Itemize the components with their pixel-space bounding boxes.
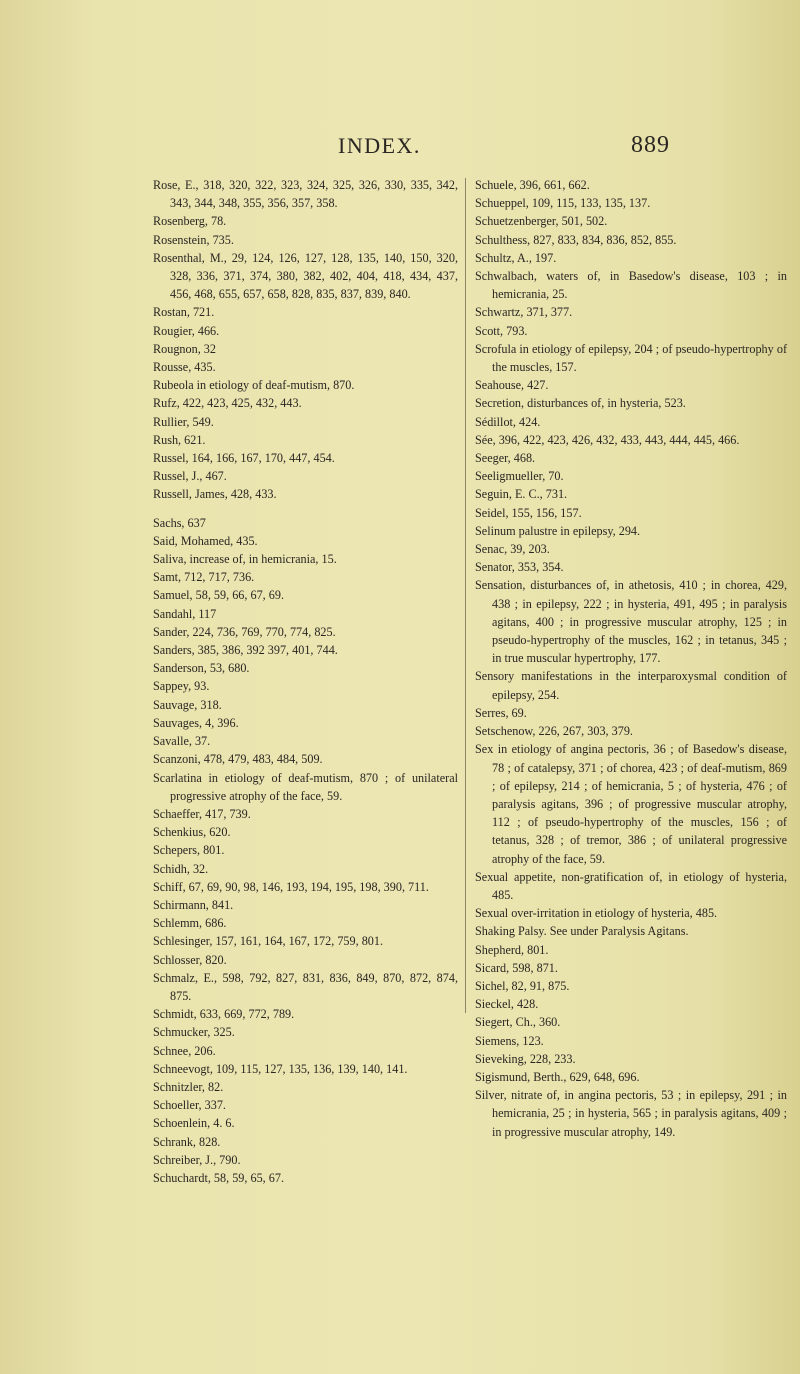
index-entry: Sauvage, 318. [153, 697, 222, 712]
index-entry: Rougier, 466. [153, 323, 220, 338]
index-entry: Schnee, 206. [153, 1043, 216, 1058]
index-column-right [475, 176, 787, 1141]
index-entry: Seguin, E. C., 731. [475, 487, 568, 502]
section-gap [153, 504, 458, 514]
page-number: 889 [631, 132, 670, 158]
index-entry: Schwalbach, waters of, in Basedow's disease, 103 ; in hemicrania, 25. [475, 269, 787, 302]
column-divider [465, 178, 466, 1013]
index-entry: Schmidt, 633, 669, 772, 789. [153, 1007, 295, 1022]
index-entry: Seeligmueller, 70. [475, 469, 564, 484]
index-entry: Schrank, 828. [153, 1134, 221, 1149]
index-entry: Samt, 712, 717, 736. [153, 570, 255, 585]
index-entry: Seeger, 468. [475, 451, 536, 466]
index-entry: Sée, 396, 422, 423, 426, 432, 433, 443, 444, 445, 466. [475, 432, 740, 447]
index-entry: Rufz, 422, 423, 425, 432, 443. [153, 396, 302, 411]
index-entry: Russell, James, 428, 433. [153, 487, 277, 502]
index-entry: Schneevogt, 109, 115, 127, 135, 136, 139, 140, 141. [153, 1061, 408, 1076]
index-entry: Scott, 793. [475, 323, 528, 338]
index-entry: Sanders, 385, 386, 392 397, 401, 744. [153, 643, 338, 658]
index-entry: Schreiber, J., 790. [153, 1152, 241, 1167]
index-entry: Rose, E., 318, 320, 322, 323, 324, 325, 326, 330, 335, 342, 343, 344, 348, 355, 356, 357, 358. [153, 178, 458, 211]
index-entry: Savalle, 37. [153, 734, 211, 749]
index-entry: Russel, 164, 166, 167, 170, 447, 454. [153, 451, 335, 466]
index-entry: Sicard, 598, 871. [475, 960, 558, 975]
index-entry: Schuetzenberger, 501, 502. [475, 214, 608, 229]
index-entry: Schirmann, 841. [153, 897, 234, 912]
index-entry: Sanderson, 53, 680. [153, 661, 250, 676]
index-entry: Schoenlein, 4. 6. [153, 1116, 235, 1131]
index-entry: Sieckel, 428. [475, 997, 539, 1012]
index-entry: Schepers, 801. [153, 843, 225, 858]
index-entry: Schuele, 396, 661, 662. [475, 178, 590, 192]
index-entry: Scarlatina in etiology of deaf-mutism, 870 ; of unilateral progressive atrophy of the face, 59. [153, 770, 458, 803]
index-entry: Sigismund, Berth., 629, 648, 696. [475, 1069, 640, 1084]
index-entry: Sieveking, 228, 233. [475, 1051, 576, 1066]
index-entry: Samuel, 58, 59, 66, 67, 69. [153, 588, 285, 603]
index-entry: Sensation, disturbances of, in athetosis, 410 ; in chorea, 429, 438 ; in epilepsy, 222 ; in hysteria, 491, 495 ; in paralysis agitans, 400 ; in progressive muscular atrophy, 125 ; in pseudo-hypertrophy of the muscles, 162 ; in tetanus, 345 ; in true muscular hypertrophy, 177. [475, 578, 787, 666]
index-entry: Schueppel, 109, 115, 133, 135, 137. [475, 196, 651, 211]
index-entry: Setschenow, 226, 267, 303, 379. [475, 724, 633, 739]
index-entry: Schnitzler, 82. [153, 1079, 224, 1094]
index-entry: Schmalz, E., 598, 792, 827, 831, 836, 849, 870, 872, 874, 875. [153, 970, 458, 1003]
index-entry: Scanzoni, 478, 479, 483, 484, 509. [153, 752, 323, 767]
index-entry: Siegert, Ch., 360. [475, 1015, 561, 1030]
index-entry: Rubeola in etiology of deaf-mutism, 870. [153, 378, 355, 393]
index-entry: Sandahl, 117 [153, 606, 217, 621]
index-column-left [153, 176, 458, 1187]
index-entry: Schwartz, 371, 377. [475, 305, 573, 320]
index-entry: Said, Mohamed, 435. [153, 533, 258, 548]
index-entry: Selinum palustre in epilepsy, 294. [475, 523, 641, 538]
index-entry: Rosenstein, 735. [153, 232, 234, 247]
index-entry: Sensory manifestations in the interparoxysmal condition of epilepsy, 254. [475, 669, 787, 702]
index-entry: Scrofula in etiology of epilepsy, 204 ; of pseudo-hypertrophy of the muscles, 157. [475, 341, 787, 375]
index-entry: Seahouse, 427. [475, 378, 549, 393]
index-entry: Sauvages, 4, 396. [153, 715, 239, 730]
index-entry: Sex in etiology of angina pectoris, 36 ; of Basedow's disease, 78 ; of catalepsy, 371 ; of chorea, 423 ; of deaf-mutism, 869 ; of epilepsy, 214 ; of hemicrania, 5 ; of hysteria, 476 ; of paralysis agitans, 396 ; of progressive muscular atrophy, 112 ; of pseudo-hypertrophy of the muscles, 156 ; of tetanus, 328 ; of tremor, 386 ; of unilateral progressive atrophy of the face, 59. [475, 742, 787, 866]
index-entry: Schlesinger, 157, 161, 164, 167, 172, 759, 801. [153, 934, 384, 949]
index-entry: Sachs, 637 [153, 515, 206, 530]
index-entry: Russel, J., 467. [153, 469, 227, 484]
index-entry: Secretion, disturbances of, in hysteria, 523. [475, 396, 686, 411]
index-entry: Rush, 621. [153, 432, 206, 447]
index-entry: Sexual over-irritation in etiology of hysteria, 485. [475, 906, 718, 921]
index-entry: Rosenberg, 78. [153, 214, 227, 229]
index-entry: Schlosser, 820. [153, 952, 227, 967]
index-entry: Sander, 224, 736, 769, 770, 774, 825. [153, 624, 336, 639]
running-title: INDEX. [338, 133, 421, 158]
index-entry: Schulthess, 827, 833, 834, 836, 852, 855. [475, 232, 677, 247]
index-entry: Schultz, A., 197. [475, 250, 557, 265]
index-entry: Saliva, increase of, in hemicrania, 15. [153, 552, 337, 567]
index-entry: Rullier, 549. [153, 414, 214, 429]
index-entry: Silver, nitrate of, in angina pectoris, 53 ; in epilepsy, 291 ; in hemicrania, 25 ; in hysteria, 565 ; in paralysis agitans, 409 ; in progressive muscular atrophy, 149. [475, 1088, 787, 1139]
index-entry: Schoeller, 337. [153, 1098, 226, 1113]
index-entry: Schidh, 32. [153, 861, 209, 876]
index-entry: Siemens, 123. [475, 1033, 544, 1048]
page-header [330, 133, 670, 163]
index-entry: Rosenthal, M., 29, 124, 126, 127, 128, 135, 140, 150, 320, 328, 336, 371, 374, 380, 382, 402, 404, 418, 434, 437, 456, 468, 655, 657, 658, 828, 835, 837, 839, 840. [153, 250, 458, 302]
index-entry: Sexual appetite, non-gratification of, in etiology of hysteria, 485. [475, 869, 787, 902]
index-entry: Rostan, 721. [153, 305, 215, 320]
index-entry: Schlemm, 686. [153, 916, 227, 931]
index-entry: Schaeffer, 417, 739. [153, 806, 251, 821]
index-entry: Schiff, 67, 69, 90, 98, 146, 193, 194, 195, 198, 390, 711. [153, 879, 429, 894]
index-entry: Serres, 69. [475, 705, 527, 720]
index-entry: Shepherd, 801. [475, 942, 549, 957]
index-entry: Senac, 39, 203. [475, 542, 550, 557]
index-entry: Schuchardt, 58, 59, 65, 67. [153, 1170, 284, 1185]
index-entry: Rougnon, 32 [153, 341, 216, 356]
index-entry: Schmucker, 325. [153, 1025, 235, 1040]
index-entry: Rousse, 435. [153, 360, 216, 375]
index-entry: Senator, 353, 354. [475, 560, 564, 575]
index-entry: Sédillot, 424. [475, 414, 541, 429]
index-entry: Sichel, 82, 91, 875. [475, 978, 570, 993]
index-entry: Schenkius, 620. [153, 825, 231, 840]
index-entry: Seidel, 155, 156, 157. [475, 505, 582, 520]
index-entry: Sappey, 93. [153, 679, 210, 694]
index-entry: Shaking Palsy. See under Paralysis Agitans. [475, 924, 689, 939]
